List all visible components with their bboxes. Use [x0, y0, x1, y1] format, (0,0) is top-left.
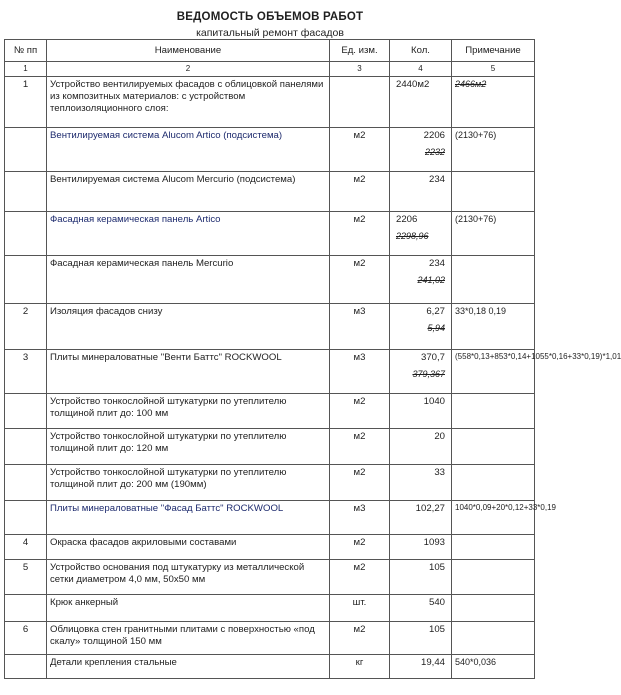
row-unit — [330, 77, 390, 128]
row-name: Плиты минераловатные "Венти Баттс" ROCKWOOL — [47, 350, 330, 394]
row-note — [452, 622, 535, 655]
row-name: Облицовка стен гранитными плитами с поверхностью «под скалу» толщиной 150 мм — [47, 622, 330, 655]
row-unit: м2 — [330, 394, 390, 429]
row-number — [5, 429, 47, 465]
row-note: 33*0,18 0,19 — [452, 304, 535, 350]
row-note — [452, 560, 535, 595]
row-unit: м2 — [330, 622, 390, 655]
row-unit: м2 — [330, 429, 390, 465]
row-unit: м2 — [330, 560, 390, 595]
column-index: 1 — [5, 62, 47, 77]
row-unit: м2 — [330, 535, 390, 560]
row-unit: м2 — [330, 256, 390, 304]
struck-quantity: 5,94 — [427, 323, 445, 333]
document-subtitle: капитальный ремонт фасадов — [196, 27, 344, 39]
table-row — [5, 350, 535, 394]
row-note — [452, 595, 535, 622]
row-number: 5 — [5, 560, 47, 595]
row-name: Плиты минераловатные "Фасад Баттс" ROCKWOOL — [47, 501, 330, 535]
row-number: 4 — [5, 535, 47, 560]
row-quantity: 1040 — [390, 394, 452, 429]
row-name: Фасадная керамическая панель Mercurio — [47, 256, 330, 304]
row-name: Крюк анкерный — [47, 595, 330, 622]
quantity-value: 2206 — [423, 130, 445, 141]
row-quantity: 33 — [390, 465, 452, 501]
row-number — [5, 212, 47, 256]
header-name: Наименование — [47, 40, 330, 62]
struck-quantity: 2232 — [424, 147, 445, 157]
table-row — [5, 394, 535, 429]
row-quantity: 102,27 — [390, 501, 452, 535]
column-index: 3 — [330, 62, 390, 77]
row-note — [452, 394, 535, 429]
row-number: 1 — [5, 77, 47, 128]
row-note — [452, 535, 535, 560]
quantity-value: 6,27 — [426, 306, 445, 317]
row-unit: м3 — [330, 350, 390, 394]
struck-quantity: 241,02 — [417, 275, 445, 285]
table-row — [5, 304, 535, 350]
header-row — [5, 40, 535, 62]
row-name: Вентилируемая система Alucom Artico (подсистема) — [47, 128, 330, 172]
row-quantity — [390, 212, 452, 256]
row-number — [5, 501, 47, 535]
row-name: Устройство тонкослойной штукатурки по утеплителю толщиной плит до: 120 мм — [47, 429, 330, 465]
row-number — [5, 128, 47, 172]
row-name: Детали крепления стальные — [47, 655, 330, 679]
header-unit: Ед. изм. — [330, 40, 390, 62]
struck-note: 2466м2 — [455, 79, 487, 89]
row-number — [5, 172, 47, 212]
row-unit: м2 — [330, 128, 390, 172]
row-quantity: 1093 — [390, 535, 452, 560]
row-number: 2 — [5, 304, 47, 350]
header-note: Примечание — [452, 40, 535, 62]
column-index: 4 — [390, 62, 452, 77]
table-row — [5, 429, 535, 465]
row-name: Изоляция фасадов снизу — [47, 304, 330, 350]
row-unit: м3 — [330, 304, 390, 350]
row-number — [5, 256, 47, 304]
table-row — [5, 595, 535, 622]
row-unit: м2 — [330, 212, 390, 256]
row-name: Устройство основания под штукатурку из металлической сетки диаметром 4,0 мм, 50х50 мм — [47, 560, 330, 595]
row-quantity — [390, 256, 452, 304]
row-quantity — [390, 304, 452, 350]
row-name: Устройство тонкослойной штукатурки по утеплителю толщиной плит до: 200 мм (190мм) — [47, 465, 330, 501]
row-quantity: 2440м2 — [390, 77, 452, 128]
table-row — [5, 560, 535, 595]
column-index: 2 — [47, 62, 330, 77]
quantity-value: 2206 — [396, 214, 418, 225]
row-note: 1040*0,09+20*0,12+33*0,19 — [452, 501, 535, 535]
row-quantity: 234 — [390, 172, 452, 212]
row-name: Фасадная керамическая панель Artico — [47, 212, 330, 256]
row-unit: шт. — [330, 595, 390, 622]
row-unit: м2 — [330, 172, 390, 212]
row-quantity — [390, 128, 452, 172]
document-title: ВЕДОМОСТЬ ОБЪЕМОВ РАБОТ — [176, 11, 364, 23]
row-quantity: 105 — [390, 560, 452, 595]
row-name: Вентилируемая система Alucom Mercurio (подсистема) — [47, 172, 330, 212]
row-number: 6 — [5, 622, 47, 655]
table-row — [5, 535, 535, 560]
column-index: 5 — [452, 62, 535, 77]
row-unit: м3 — [330, 501, 390, 535]
column-index-row — [5, 62, 535, 77]
row-note — [452, 77, 535, 128]
row-note — [452, 172, 535, 212]
table-row — [5, 622, 535, 655]
table-row — [5, 465, 535, 501]
row-note — [452, 465, 535, 501]
struck-quantity: 379,367 — [412, 369, 445, 379]
row-number — [5, 394, 47, 429]
volume-table — [4, 39, 621, 679]
row-quantity — [390, 350, 452, 394]
row-quantity: 19,44 — [390, 655, 452, 679]
header-qty: Кол. — [390, 40, 452, 62]
table-row — [5, 501, 535, 535]
quantity-value: 234 — [428, 258, 445, 269]
table-row — [5, 655, 535, 679]
table-row — [5, 172, 535, 212]
row-number: 3 — [5, 350, 47, 394]
row-note — [452, 429, 535, 465]
table-row — [5, 77, 535, 128]
struck-quantity: 2298,96 — [396, 231, 429, 241]
row-number — [5, 465, 47, 501]
row-number — [5, 595, 47, 622]
row-quantity: 20 — [390, 429, 452, 465]
row-unit: м2 — [330, 465, 390, 501]
table-row — [5, 128, 535, 172]
row-note: (2130+76) — [452, 212, 535, 256]
row-name: Устройство тонкослойной штукатурки по утеплителю толщиной плит до: 100 мм — [47, 394, 330, 429]
row-number — [5, 655, 47, 679]
row-note: 540*0,036 — [452, 655, 535, 679]
header-num: № пп — [5, 40, 47, 62]
row-note — [452, 256, 535, 304]
row-note: (2130+76) — [452, 128, 535, 172]
row-quantity: 105 — [390, 622, 452, 655]
table-row — [5, 256, 535, 304]
row-unit: кг — [330, 655, 390, 679]
row-name: Окраска фасадов акриловыми составами — [47, 535, 330, 560]
row-quantity: 540 — [390, 595, 452, 622]
quantity-value: 370,7 — [420, 352, 445, 363]
row-name: Устройство вентилируемых фасадов с облицовкой панелями из композитных материалов: с устройством теплоизоляционного слоя: — [47, 77, 330, 128]
table-row — [5, 212, 535, 256]
row-note: (558*0,13+853*0,14+1055*0,16+33*0,19)*1,01 — [452, 350, 535, 394]
